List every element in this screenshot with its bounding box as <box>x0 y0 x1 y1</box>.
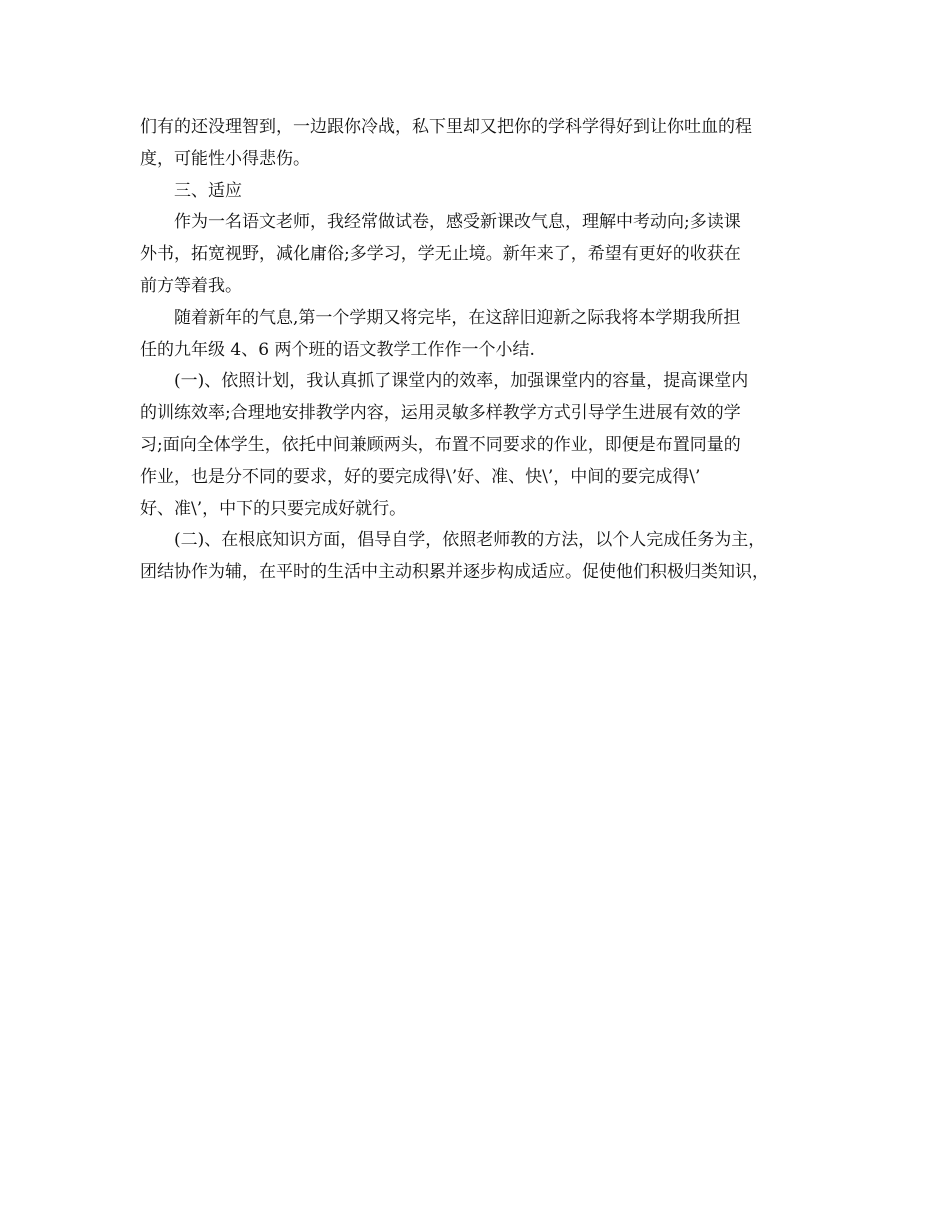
paragraph-line: 团结协作为辅，在平时的生活中主动积累并逐步构成适应。促使他们积极归类知识， <box>140 562 769 583</box>
paragraph-line: (二)、在根底知识方面，倡导自学，依照老师教的方法，以个人完成任务为主， <box>174 530 766 551</box>
paragraph-5 <box>140 366 818 525</box>
paragraph-line: (一)、依照计划，我认真抓了课堂内的效率，加强课堂内的容量，提高课堂内 <box>174 371 749 392</box>
paragraph-line: 度，可能性小得悲伤。 <box>140 148 310 169</box>
paragraph-line: 前方等着我。 <box>140 275 242 296</box>
section-heading-line: 三、适应 <box>174 180 242 201</box>
paragraph-line: 作为一名语文老师，我经常做试卷，感受新课改气息，理解中考动向;多读课 <box>174 212 741 233</box>
section-heading-adapt <box>140 176 818 208</box>
paragraph-line: 作业，也是分不同的要求，好的要完成得\’好、准、快\’，中间的要完成得\’ <box>140 466 701 487</box>
paragraph-6 <box>140 525 818 589</box>
paragraph-line: 外书，拓宽视野，减化庸俗;多学习，学无止境。新年来了，希望有更好的收获在 <box>140 244 741 265</box>
paragraph-line: 任的九年级 4、6 两个班的语文教学工作作一个小结. <box>140 339 535 360</box>
document-body <box>140 112 818 589</box>
paragraph-line: 好、准\’，中下的只要完成好就行。 <box>140 498 407 519</box>
paragraph-3 <box>140 207 818 302</box>
paragraph-line: 们有的还没理智到，一边跟你冷战，私下里却又把你的学科学得好到让你吐血的程 <box>140 117 752 137</box>
paragraph-line: 随着新年的气息,第一个学期又将完毕，在这辞旧迎新之际我将本学期我所担 <box>174 307 741 328</box>
paragraph-1 <box>140 112 818 176</box>
paragraph-line: 的训练效率;合理地安排教学内容，运用灵敏多样教学方式引导学生进展有效的学 <box>140 403 741 424</box>
paragraph-line: 习;面向全体学生，依托中间兼顾两头，布置不同要求的作业，即便是布置同量的 <box>140 434 741 455</box>
paragraph-4 <box>140 303 818 367</box>
